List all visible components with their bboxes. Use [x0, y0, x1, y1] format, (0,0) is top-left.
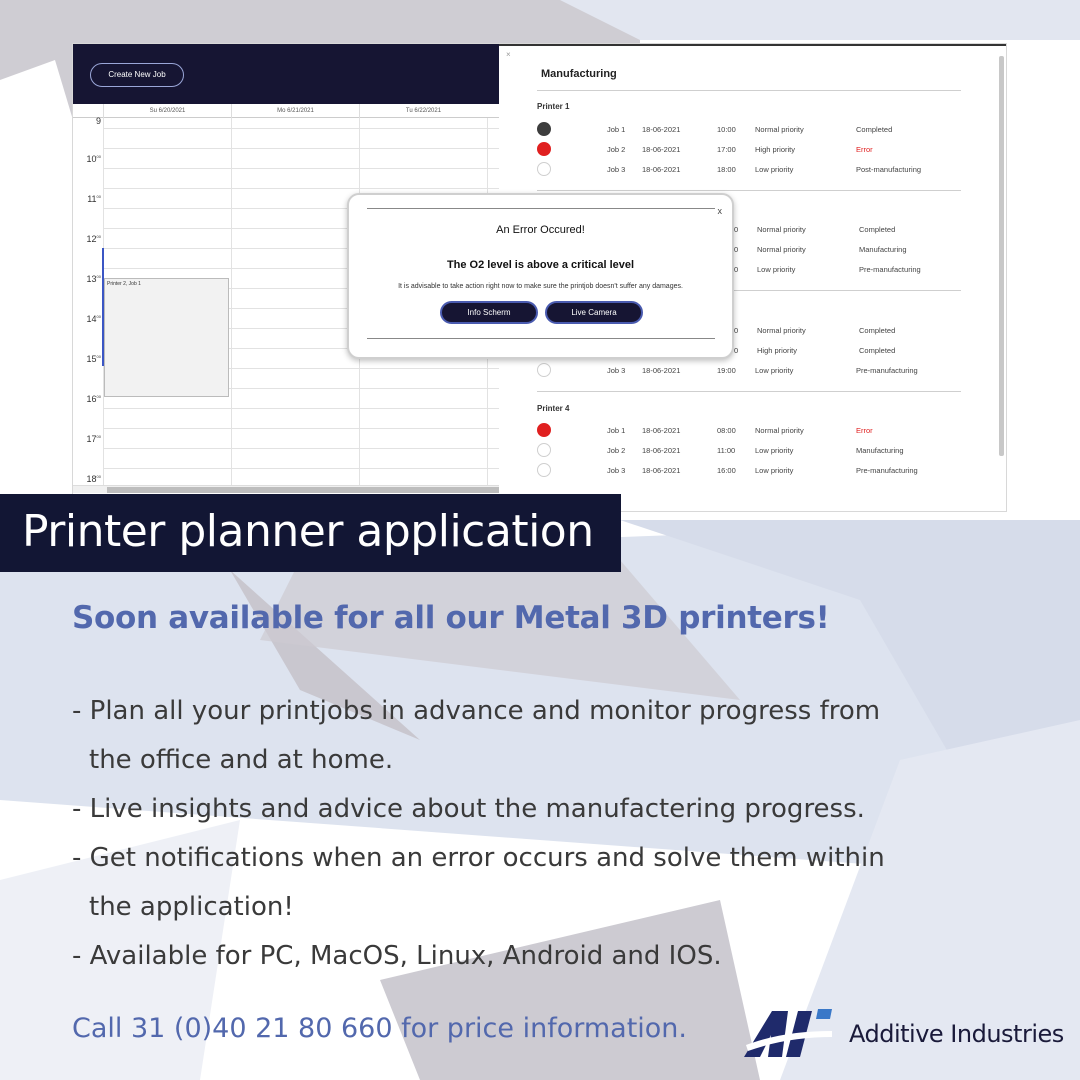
feature-item: - Plan all your printjobs in advance and monitor progress from: [72, 696, 881, 726]
hour-suffix: 00: [96, 274, 101, 279]
job-name: Job 3: [607, 165, 626, 174]
job-time: 19:00: [717, 366, 736, 375]
grid-line: [103, 448, 499, 449]
status-dot-icon: [537, 443, 551, 457]
panel-title: Manufacturing: [541, 68, 617, 80]
feature-item-continued: the application!: [89, 892, 294, 922]
hour-label: [73, 116, 103, 126]
hour-suffix: 00: [96, 194, 101, 199]
job-date: 18-06-2021: [642, 165, 681, 174]
job-row[interactable]: [537, 161, 977, 179]
printer-title: Printer 4: [537, 404, 570, 413]
job-time: 17:00: [717, 145, 736, 154]
job-time: 08:00: [717, 426, 736, 435]
job-name: Job 3: [607, 366, 626, 375]
calendar-event[interactable]: [104, 278, 229, 397]
grid-line: [103, 408, 499, 409]
job-status: Completed: [859, 225, 896, 234]
hour-value: 11: [87, 194, 97, 204]
dialog-message: It is advisable to take action right now to make sure the printjob doesn't suffer any damages.: [398, 283, 683, 290]
job-date: 18-06-2021: [642, 366, 681, 375]
job-status: Completed: [859, 346, 896, 355]
hour-suffix: 00: [96, 354, 101, 359]
job-status: Manufacturing: [859, 245, 907, 254]
job-time: 0: [734, 245, 739, 254]
hour-label: [73, 234, 103, 244]
job-time: 0: [734, 346, 739, 355]
create-new-job-button[interactable]: Create New Job: [90, 63, 184, 87]
hour-label: [73, 194, 103, 204]
job-name: Job 3: [607, 466, 626, 475]
grid-column-line: [231, 118, 232, 486]
hour-suffix: 00: [96, 154, 101, 159]
job-status: Pre-manufacturing: [856, 466, 918, 475]
status-dot-icon: [537, 423, 551, 437]
hour-suffix: 00: [96, 234, 101, 239]
job-date: 18-06-2021: [642, 426, 681, 435]
divider: [537, 391, 961, 392]
job-priority: Normal priority: [757, 326, 806, 335]
status-dot-icon: [537, 363, 551, 377]
grid-line: [103, 128, 499, 129]
hour-value: 14: [86, 314, 97, 324]
hour-value: 18: [86, 474, 97, 484]
divider: [537, 90, 961, 91]
job-time: 0: [734, 326, 739, 335]
job-status: Pre-manufacturing: [856, 366, 918, 375]
dialog-title: An Error Occured!: [496, 224, 585, 236]
hour-value: 17: [86, 434, 97, 444]
feature-item: - Live insights and advice about the manufactering progress.: [72, 794, 865, 824]
close-icon[interactable]: x: [717, 206, 722, 216]
job-time: 0: [734, 225, 739, 234]
status-dot-icon: [537, 122, 551, 136]
hour-label: [73, 154, 103, 164]
job-priority: Low priority: [757, 265, 796, 274]
job-name: Job 1: [607, 125, 626, 134]
dialog-divider: [367, 338, 715, 339]
job-date: 18-06-2021: [642, 466, 681, 475]
job-status: Completed: [859, 326, 896, 335]
hour-suffix: 00: [96, 394, 101, 399]
title-banner: [0, 494, 621, 572]
price-callout: Call 31 (0)40 21 80 660 for price information.: [72, 1013, 688, 1044]
job-time: 10:00: [717, 125, 736, 134]
hour-value: 9: [95, 116, 101, 126]
dialog-divider: [367, 208, 715, 209]
info-scherm-button[interactable]: Info Scherm: [440, 301, 538, 324]
job-name: Job 2: [607, 446, 626, 455]
hour-suffix: 00: [96, 434, 101, 439]
job-date: 18-06-2021: [642, 446, 681, 455]
hour-value: 13: [86, 274, 97, 284]
divider: [537, 190, 961, 191]
grid-line: [103, 468, 499, 469]
job-priority: High priority: [757, 346, 798, 355]
hour-label: [73, 314, 103, 324]
job-name: Job 2: [607, 145, 626, 154]
status-dot-icon: [537, 162, 551, 176]
job-status: Error: [856, 145, 873, 154]
hour-label: [73, 434, 103, 444]
hour-suffix: 00: [96, 474, 101, 479]
live-camera-button[interactable]: Live Camera: [545, 301, 643, 324]
job-status: Completed: [856, 125, 893, 134]
status-dot-icon: [537, 463, 551, 477]
job-priority: Normal priority: [755, 426, 804, 435]
job-priority: Low priority: [755, 165, 794, 174]
job-priority: Low priority: [755, 466, 794, 475]
horizontal-scrollbar[interactable]: [73, 485, 499, 493]
job-date: 18-06-2021: [642, 125, 681, 134]
job-priority: Normal priority: [755, 125, 804, 134]
job-row[interactable]: [537, 121, 977, 139]
job-priority: Low priority: [755, 366, 794, 375]
printer-title: Printer 1: [537, 102, 570, 111]
banner-title: Printer planner application: [22, 506, 594, 557]
grid-line: [103, 168, 499, 169]
job-status: Post-manufacturing: [856, 165, 922, 174]
hour-label: [73, 394, 103, 404]
job-priority: Low priority: [755, 446, 794, 455]
job-time: 11:00: [717, 446, 736, 455]
calendar-event-label: Printer 2, Job 1: [107, 281, 141, 287]
scrollbar-thumb[interactable]: [107, 487, 499, 493]
job-status: Pre-manufacturing: [859, 265, 921, 274]
job-time: 0: [734, 265, 739, 274]
hour-suffix: 00: [96, 314, 101, 319]
feature-item: - Get notifications when an error occurs and solve them within: [72, 843, 885, 873]
grid-line: [103, 148, 499, 149]
dialog-subtitle: The O2 level is above a critical level: [446, 259, 635, 271]
vertical-scrollbar[interactable]: [999, 56, 1004, 456]
job-row[interactable]: [537, 141, 977, 159]
job-time: 16:00: [717, 466, 736, 475]
hour-value: 16: [86, 394, 97, 404]
job-status: Error: [856, 426, 873, 435]
feature-item-continued: the office and at home.: [89, 745, 394, 775]
hour-value: 12: [86, 234, 97, 244]
hour-label: [73, 354, 103, 364]
headline: Soon available for all our Metal 3D printers!: [72, 600, 830, 636]
job-row[interactable]: [537, 442, 977, 460]
job-priority: High priority: [755, 145, 796, 154]
day-column-sunday[interactable]: Su 6/20/2021: [103, 104, 231, 118]
brand-name: Additive Industries: [849, 1020, 1064, 1048]
job-time: 18:00: [717, 165, 736, 174]
job-date: 18-06-2021: [642, 145, 681, 154]
feature-item: - Available for PC, MacOS, Linux, Android and IOS.: [72, 941, 722, 971]
close-icon[interactable]: ×: [506, 50, 511, 59]
grid-line: [103, 428, 499, 429]
additive-industries-logo-icon: [742, 1005, 834, 1061]
hour-label: [73, 274, 103, 284]
job-row[interactable]: [537, 362, 977, 380]
job-name: Job 1: [607, 426, 626, 435]
status-dot-icon: [537, 142, 551, 156]
job-row[interactable]: [537, 462, 977, 480]
job-priority: Normal priority: [757, 245, 806, 254]
job-row[interactable]: [537, 422, 977, 440]
hour-value: 15: [86, 354, 97, 364]
day-column-monday[interactable]: Mo 6/21/2021: [231, 104, 359, 118]
error-dialog: [347, 193, 734, 359]
grid-line: [103, 188, 499, 189]
job-priority: Normal priority: [757, 225, 806, 234]
calendar-toolbar: [73, 44, 499, 104]
feature-list: [72, 687, 1002, 981]
job-status: Manufacturing: [856, 446, 904, 455]
hour-value: 10: [86, 154, 97, 164]
day-column-tuesday[interactable]: Tu 6/22/2021: [359, 104, 487, 118]
hour-label: [73, 474, 103, 484]
calendar-day-header: [73, 104, 499, 118]
